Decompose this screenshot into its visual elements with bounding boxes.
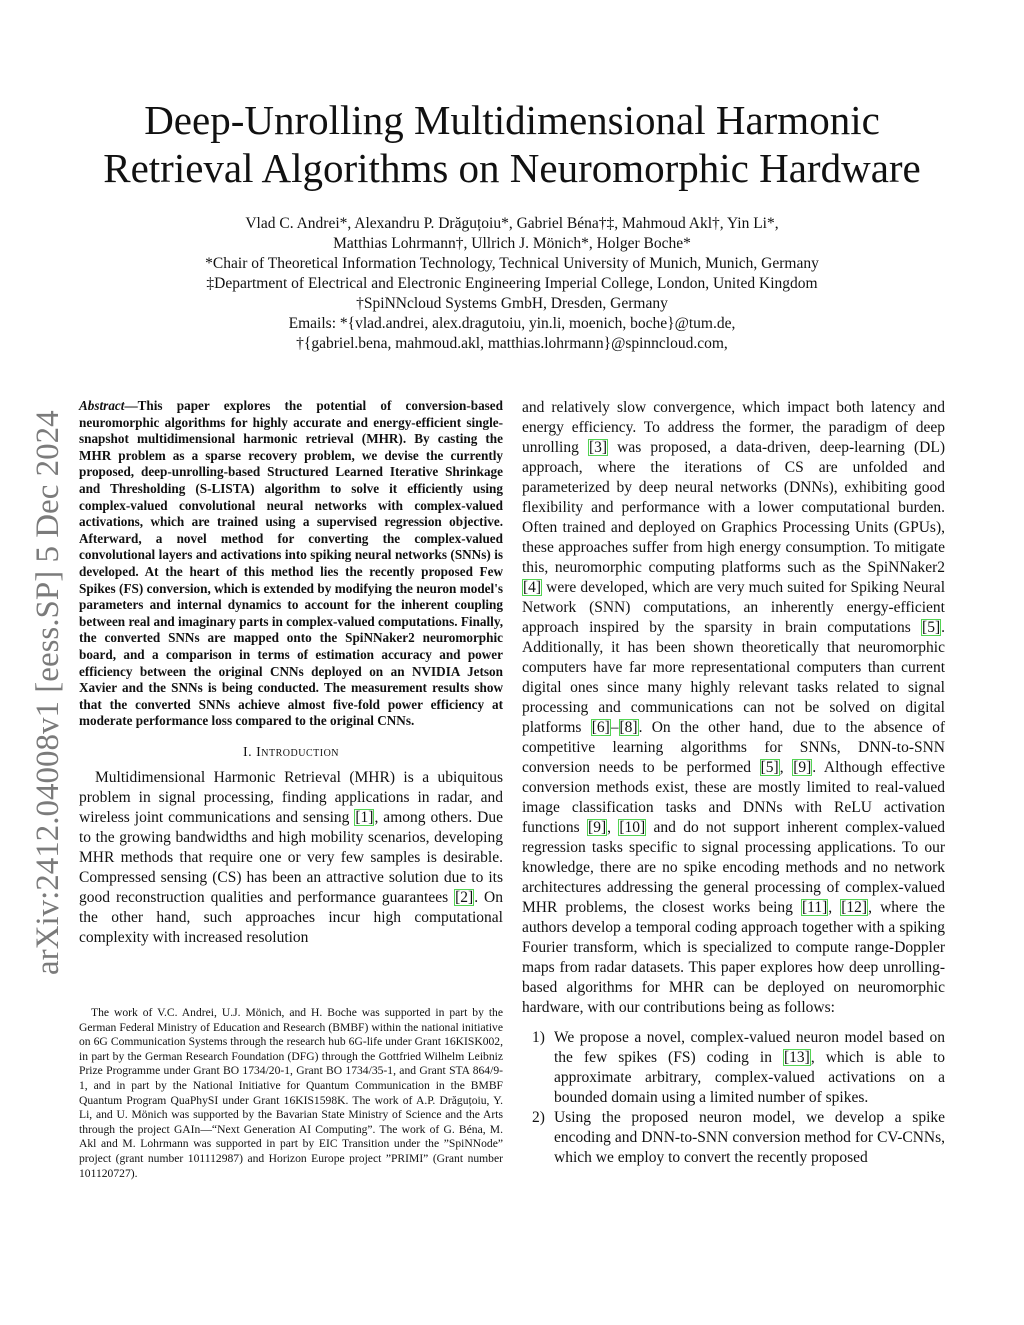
abstract-lead: Abstract — [79, 398, 125, 413]
contribution-item — [522, 1028, 945, 1108]
author-block — [60, 214, 964, 354]
contribution-text: Using the proposed neuron model, we develop a spike encoding and DNN-to-SNN conversion method for CV-CNNs, which we employ to convert the recently proposed — [554, 1109, 945, 1166]
section-heading — [79, 743, 503, 763]
contribution-text: We propose a novel, complex-valued neuron model based on the few spikes (FS) coding in — [554, 1029, 945, 1066]
citation-link[interactable]: [5] — [760, 759, 779, 776]
citation-link[interactable]: [9] — [588, 819, 607, 836]
title-line-2: Retrieval Algorithms on Neuromorphic Hardware — [103, 145, 921, 191]
authors-line-1: Vlad C. Andrei*, Alexandru P. Drăguțoiu*, Gabriel Béna†‡, Mahmoud Akl†, Yin Li*, — [245, 215, 779, 232]
affiliation-3: †SpiNNcloud Systems GmbH, Dresden, Germany — [356, 295, 668, 312]
arxiv-identifier: arXiv:2412.04008v1 [eess.SP] 5 Dec 2024 — [30, 410, 66, 975]
citation-link[interactable]: [5] — [922, 619, 941, 636]
citation-link[interactable]: [10] — [619, 819, 646, 836]
citation-link[interactable]: [9] — [793, 759, 812, 776]
citation-separator: , — [828, 899, 841, 916]
intro-paragraph — [79, 768, 503, 948]
abstract-text: —This paper explores the potential of conversion-based neuromorphic algorithms for highly accurate and energy-efficient single-snapshot multidimensional harmonic retrieval (MHR). By casting the MHR problem as a sparse recovery problem, we devise the currently proposed, deep-unrolling-based Structured Learned Iterative Shrinkage and Thresholding (S-LISTA) algorithm to solve it efficiently using complex-valued convolutional neural networks with complex-valued activations, which are trained using a supervised regression objective. Afterward, a novel method for converting the complex-valued convolutional layers and activations into spiking neural networks (SNNs) is developed. At the heart of this method lies the recently proposed Few Spikes (FS) conversion, which is extended by modifying the neuron model's parameters and internal dynamics to account for the inherent coupling between real and imaginary parts in complex-valued computations. Finally, the converted SNNs are mapped onto the SpiNNaker2 neuromorphic board, and a comparison in terms of estimation accuracy and power efficiency between the original CNNs deployed on an NVIDIA Jetson Xavier and the SNNs is being conducted. The measurement results show that the converted SNNs achieve almost five-fold power efficiency at moderate performance loss compared to the original CNNs. — [79, 398, 503, 729]
paper-title — [60, 96, 964, 192]
intro-text-2: , among others. Due to the growing bandwidths and high mobility scenarios, developing MHR methods that require one or very few samples is desirable. Compressed sensing (CS) has been an attractive solution due to its good reconstruction qualities and performance guarantees — [79, 808, 504, 906]
citation-separator: , — [607, 819, 619, 836]
citation-link[interactable]: [8] — [619, 719, 638, 736]
right-text-1: and relatively slow convergence, which impact both latency and energy efficiency. To address the former, the paradigm of deep unrolling — [522, 399, 945, 456]
contributions-list — [522, 1028, 945, 1168]
right-text-4: . Additionally, it has been shown theoretically that neuromorphic computers have far more representational computers than current digital ones since many highly relevant tasks related to signal processing and communications can not be solved on digital platforms — [522, 619, 945, 736]
right-text-2: was proposed, a data-driven, deep-learning (DL) approach, where the iterations of CS are unfolded and parameterized by deep neural networks (DNNs), exhibiting good flexibility and performance with a lower computational burden. Often trained and deployed on Graphics Processing Units (GPUs), these approaches suffer from high energy consumption. To mitigate this, neuromorphic computing platforms such as the SpiNNaker2 — [522, 439, 945, 576]
right-paragraph — [522, 398, 945, 1018]
abstract — [79, 398, 503, 730]
right-text-6: . Although effective conversion methods exist, these are mostly limited to real-valued image classification tasks and DNNs with ReLU activation functions — [522, 759, 945, 836]
citation-link[interactable]: [1] — [355, 808, 374, 826]
affiliation-1: *Chair of Theoretical Information Technology, Technical University of Munich, Munich, Germany — [205, 255, 819, 272]
citation-link[interactable]: [3] — [588, 439, 608, 456]
funding-footnote: The work of V.C. Andrei, U.J. Mönich, and H. Boche was supported in part by the German Federal Ministry of Education and Research (BMBF) within the national initiative on 6G Communication Systems through the research hub 6G-life under Grant 16KISK002, in part by the German Research Foundation (DFG) through the Gottfried Wilhelm Leibniz Prize Programme under Grant BO 1734/20-1, Grant BO 1734/35-1, and Grant STA 864/9-1, and in part by the National Initiative for Quantum Communication in the BMBF Quantum Program QuaPhySI under Grant 16KIS1598K. The work of A.P. Drăguțoiu, Y. Li, and U. Mönich was supported by the Bavarian State Ministry of Science and the Arts through the project GAIn—“Next Generation AI Computing”. The work of G. Béna, M. Akl and M. Lohrmann was supported in part by EIC Transition under the ”SpiNNode” project (grant number 101112987) and Horizon Europe project ”PRIMI” (Grant number 101120727). — [79, 1006, 503, 1180]
title-line-1: Deep-Unrolling Multidimensional Harmonic — [144, 97, 880, 143]
citation-link[interactable]: [2] — [455, 888, 474, 906]
section-number: I. — [242, 744, 253, 760]
affiliation-2: ‡Department of Electrical and Electronic Engineering Imperial College, London, United Kingdom — [206, 275, 818, 292]
contribution-item — [522, 1108, 945, 1168]
emails-line-1: Emails: *{vlad.andrei, alex.dragutoiu, yin.li, moenich, boche}@tum.de, — [288, 315, 736, 332]
left-column — [79, 398, 503, 948]
intro-text-1: Multidimensional Harmonic Retrieval (MHR) is a ubiquitous problem in signal processing, finding applications in radar, and wireless joint communications and sensing — [79, 768, 503, 826]
contribution-number: 2) — [532, 1109, 545, 1126]
citation-link[interactable]: [11] — [802, 899, 828, 916]
right-text-5: . On the other hand, due to the absence of competitive learning algorithms for SNNs, DNN-to-SNN conversion needs to be performed — [522, 719, 945, 776]
intro-text-3: . On the other hand, such approaches incur high computational complexity with increased resolution — [79, 888, 503, 946]
citation-separator: , — [779, 759, 793, 776]
authors-line-2: Matthias Lohrmann†, Ullrich J. Mönich*, Holger Boche* — [333, 235, 691, 252]
citation-link[interactable]: [12] — [841, 899, 868, 916]
citation-link[interactable]: [4] — [523, 579, 542, 596]
citation-link[interactable]: [6] — [591, 719, 610, 736]
right-column — [522, 398, 945, 1168]
section-title: Introduction — [256, 744, 340, 760]
right-text-7: and do not support inherent complex-valued regression tasks specific to signal processing applications. To our knowledge, there are no spike encoding methods and no network architectures addressing the general processing of complex-valued MHR problems, the closest works being — [522, 819, 946, 916]
citation-link[interactable]: [13] — [784, 1049, 810, 1066]
right-text-3: were developed, which are very much suited for Spiking Neural Network (SNN) computations, an inherently energy-efficient approach inspired by the sparsity in brain computations — [522, 579, 945, 636]
right-text-8: , where the authors develop a temporal coding approach together with a spiking Fourier transform, which is specialized to compute range-Doppler maps from radar datasets. This paper explores how deep unrolling-based algorithms for MHR can be deployed on neuromorphic hardware, with our contributions being as follows: — [522, 899, 945, 1016]
citation-range-dash: – — [610, 719, 619, 736]
contribution-text: , which is able to approximate arbitrary, complex-valued activations on a bounded domain using a limited number of spikes. — [554, 1049, 945, 1106]
emails-line-2: †{gabriel.bena, mahmoud.akl, matthias.lohrmann}@spinncloud.com, — [296, 335, 728, 352]
contribution-number: 1) — [532, 1029, 545, 1046]
